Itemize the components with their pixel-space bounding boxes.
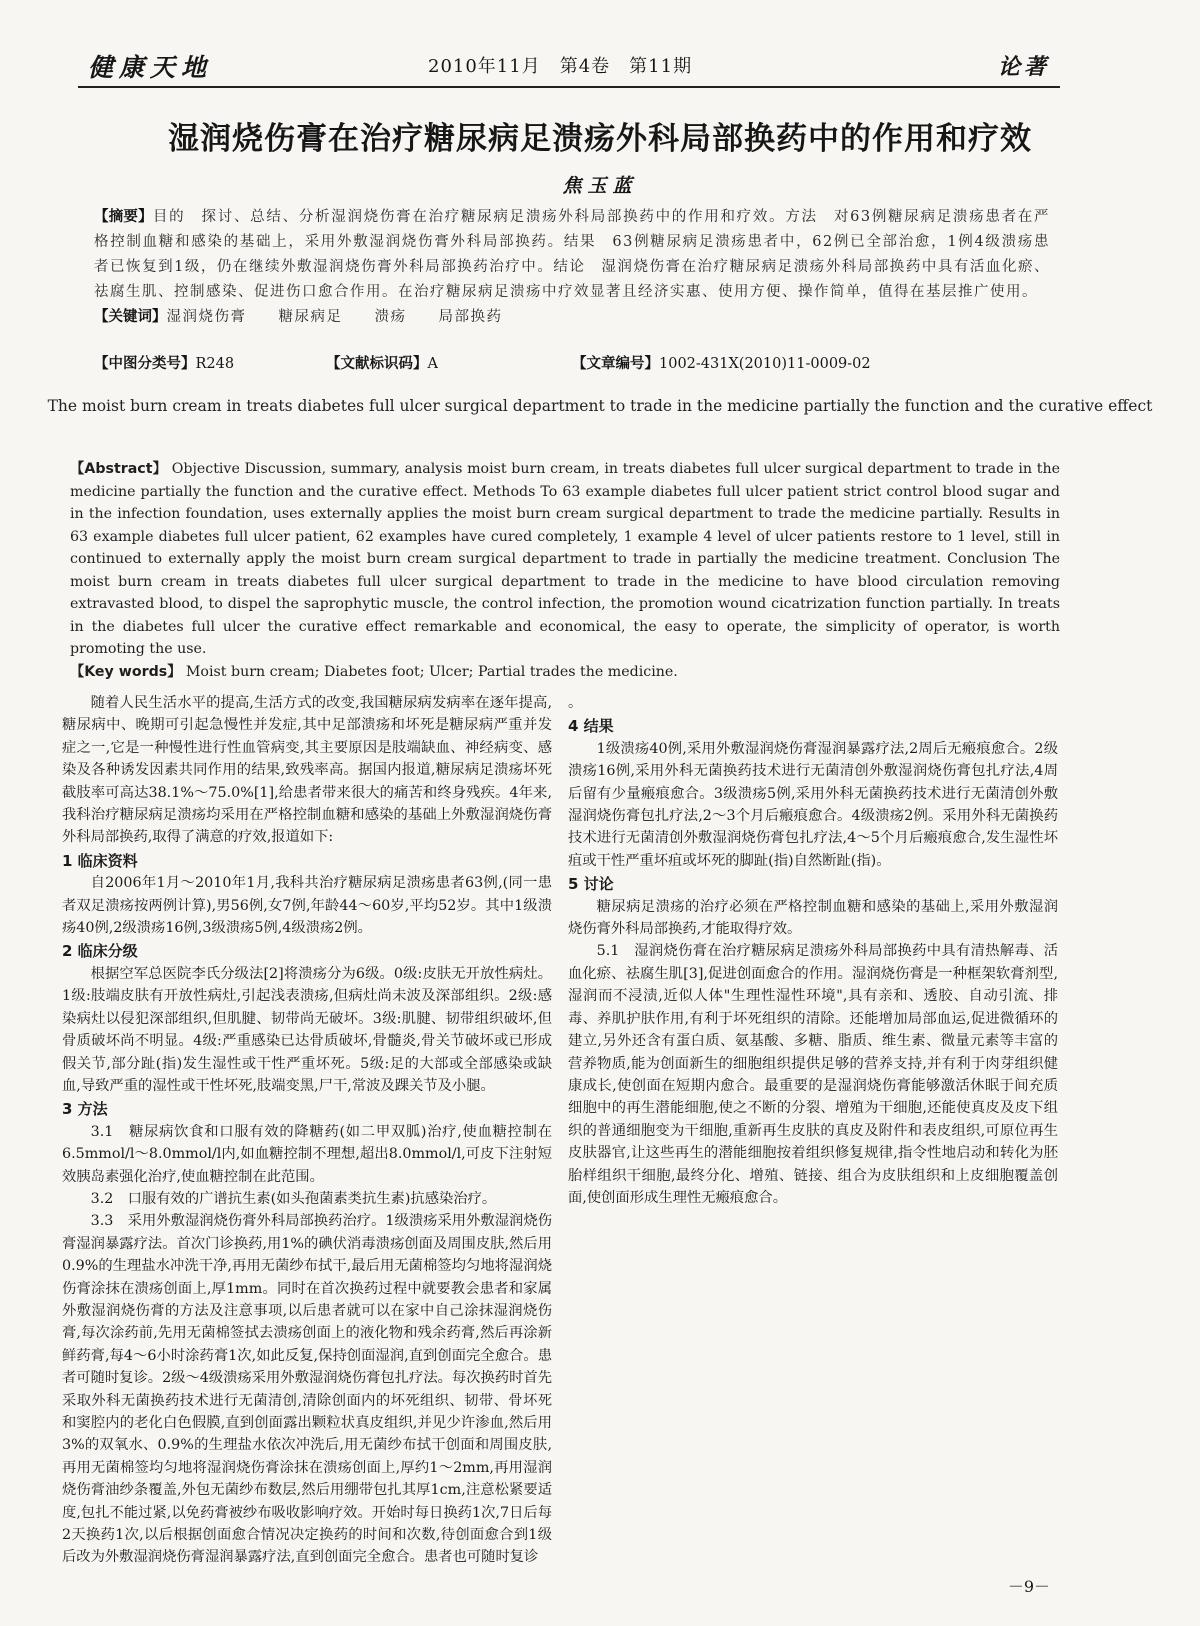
english-keywords-paragraph bbox=[70, 661, 1060, 684]
discussion-paragraph: 糖尿病足溃疡的治疗必须在严格控制血糖和感染的基础上,采用外敷湿润烧伤膏外科局部换药,才能取得疗效。 bbox=[568, 898, 1058, 938]
english-abstract bbox=[70, 458, 1060, 683]
clinical-data-paragraph: 自2006年1月～2010年1月,我科共治疗糖尿病足溃疡患者63例,(同一患者双足溃疡按两例计算),男56例,女7例,年龄44～60岁,平均52岁。其中1级溃疡40例,2级溃疡16例,3级溃疡5例,4级溃疡2例。 bbox=[62, 875, 552, 937]
method-paragraph-3-continued: 。 bbox=[568, 695, 583, 711]
issue-info: 2010年11月 第4卷 第11期 bbox=[428, 56, 693, 77]
english-abstract-label: 【Abstract】 bbox=[70, 461, 168, 477]
page-number: －9－ bbox=[1007, 1577, 1050, 1596]
body-columns bbox=[62, 692, 1122, 1572]
section-heading-5: 5 讨论 bbox=[568, 875, 614, 894]
english-keywords-text: Moist burn cream; Diabetes foot; Ulcer; Partial trades the medicine. bbox=[181, 663, 678, 680]
section-heading-2: 2 临床分级 bbox=[62, 942, 138, 961]
section-heading-4: 4 结果 bbox=[568, 717, 614, 736]
abstract-paragraph bbox=[94, 205, 1050, 305]
english-keywords-label: 【Key words】 bbox=[70, 663, 182, 680]
chinese-abstract bbox=[94, 205, 1050, 330]
article-number: 【文章编号】1002-431X(2010)11-0009-02 bbox=[572, 356, 871, 372]
english-abstract-text: Objective Discussion, summary, analysis moist burn cream, in treats diabetes full ulcer surgical department to trade in the medicine partially the function and the curative effect. Methods To 63 example diabetes full ulcer patient strict control blood sugar and in the infection foundation, uses externally applies the moist burn cream surgical department to trade the medicine partially. Results in 63 example diabetes full ulcer patient, 62 examples have cured completely, 1 example 4 level of ulcer patients restore to 1 level, still in continued to externally apply the moist burn cream surgical department to trade in partially the medicine treatment. Conclusion The moist burn cream in treats diabetes full ulcer surgical department to trade in the medicine to have blood circulation removing extravasted blood, to dispel the saprophytic muscle, the control infection, the promotion wound cicatrization function partially. In treats in the diabetes full ulcer the curative effect remarkable and economical, the easy to operate, the simplicity of operator, is worth promoting the use. bbox=[70, 461, 1060, 657]
grading-paragraph: 根据空军总医院李氏分级法[2]将溃疡分为6级。0级:皮肤无开放性病灶。1级:肢端皮肤有开放性病灶,引起浅表溃疡,但病灶尚未波及深部组织。2级:感染病灶以侵犯深部组织,但肌腱、韧带尚无破坏。3级:肌腱、韧带组织破坏,但骨质破坏尚不明显。4级:严重感染已达骨质破坏,骨髓炎,骨关节破坏或已形成假关节,部分趾(指)发生湿性或干性严重坏死。5级:足的大部或全部感染或缺血,导致严重的湿性或干性坏死,肢端变黑,尸干,常波及踝关节及小腿。 bbox=[62, 965, 552, 1094]
method-paragraph-1: 3.1 糖尿病饮食和口服有效的降糖药(如二甲双胍)治疗,使血糖控制在6.5mmol/l～8.0mmol/l内,如血糖控制不理想,超出8.0mmol/l,可皮下注射短效胰岛素强化治疗,使血糖控制在此范围。 bbox=[62, 1123, 552, 1185]
section-heading-1: 1 临床资料 bbox=[62, 851, 138, 870]
keywords-paragraph bbox=[94, 305, 1050, 330]
english-abstract-paragraph bbox=[70, 458, 1060, 661]
keywords-label: 【关键词】 bbox=[94, 309, 167, 325]
article-title: 湿润烧伤膏在治疗糖尿病足溃疡外科局部换药中的作用和疗效 bbox=[168, 121, 1032, 157]
keywords-text: 湿润烧伤膏 糖尿病足 溃疡 局部换药 bbox=[166, 309, 503, 325]
discussion-paragraph-5-1: 5.1 湿润烧伤膏在治疗糖尿病足溃疡外科局部换药中具有清热解毒、活血化瘀、祛腐生肌[3],促进创面愈合的作用。湿润烧伤膏是一种框架软膏剂型,湿润而不浸渍,近似人体"生理性湿性环境",具有亲和、透胶、自动引流、排毒、养肌护肤作用,有利于坏死组织的清除。还能增加局部血运,促进微循环的建立,另外还含有蛋白质、氨基酸、多糖、脂质、维生素、微量元素等丰富的营养物质,能为创面新生的细胞组织提供足够的营养支持,并有利于肉芽组织健康成长,使创面在短期内愈合。最重要的是湿润烧伤膏能够激活休眠于间充质细胞中的再生潜能细胞,使之不断的分裂、增殖为干细胞,还能使真皮及皮下组织的普通细胞变为干细胞,重新再生皮肤的真皮及附件和表皮组织,可原位再生皮肤器官,让这些再生的潜能细胞按着组织修复规律,指令性地启动和转化为胚胎样组织干细胞,最终分化、增殖、链接、组合为皮肤组织和上皮细胞覆盖创面,使创面形成生理性无瘢痕愈合。 bbox=[568, 943, 1058, 1206]
abstract-text: 目的 探讨、总结、分析湿润烧伤膏在治疗糖尿病足溃疡外科局部换药中的作用和疗效。方法 对63例糖尿病足溃疡患者在严格控制血糖和感染的基础上，采用外敷湿润烧伤膏外科局部换药。结果 63例糖尿病足溃疡患者中，62例已全部治愈，1例4级溃疡患者已恢复到1级，仍在继续外敷湿润烧伤膏外科局部换药治疗中。结论 湿润烧伤膏在治疗糖尿病足溃疡外科局部换药中具有活血化瘀、祛腐生肌、控制感染、促进伤口愈合作用。在治疗糖尿病足溃疡中疗效显著且经济实惠、使用方便、操作简单，值得在基层推广使用。 bbox=[94, 209, 1051, 300]
running-header bbox=[88, 48, 1050, 82]
right-column bbox=[568, 692, 1058, 1209]
clc-code: 【中图分类号】R248 bbox=[94, 356, 235, 372]
intro-paragraph: 随着人民生活水平的提高,生活方式的改变,我国糖尿病发病率在逐年提高,糖尿病中、晚期可引起急慢性并发症,其中足部溃疡和坏死是糖尿病严重并发症之一,它是一种慢性进行性血管病变,其主要原因是肢端缺血、神经病变、感染及各种诱发因素共同作用的结果,致残率高。据国内报道,糖尿病足溃疡坏死截肢率可高达38.1%～75.0%[1],给患者带来很大的痛苦和终身残疾。4年来,我科治疗糖尿病足溃疡均采用在严格控制血糖和感染的基础上外敷湿润烧伤膏外科局部换药,取得了满意的疗效,报道如下: bbox=[62, 695, 552, 846]
journal-name: 健康天地 bbox=[88, 53, 213, 82]
section-label: 论著 bbox=[997, 54, 1050, 80]
header-rule bbox=[78, 86, 1060, 88]
abstract-label: 【摘要】 bbox=[94, 209, 153, 225]
doc-code: 【文献标识码】A bbox=[326, 356, 438, 372]
results-paragraph: 1级溃疡40例,采用外敷湿润烧伤膏湿润暴露疗法,2周后无瘢痕愈合。2级溃疡16例,采用外科无菌换药技术进行无菌清创外敷湿润烧伤膏包扎疗法,4周后留有少量瘢痕愈合。3级溃疡5例,采用外科无菌换药技术进行无菌清创外敷湿润烧伤膏包扎疗法,2～3个月后瘢痕愈合。4级溃疡2例。采用外科无菌换药技术进行无菌清创外敷湿润烧伤膏包扎疗法,4～5个月后瘢痕愈合,发生湿性坏疽或干性严重坏疽或坏死的脚趾(指)自然断趾(指)。 bbox=[568, 740, 1058, 869]
english-title: The moist burn cream in treats diabetes full ulcer surgical department to trade in the medicine partially the function and the curative effect bbox=[47, 397, 1153, 415]
author-name: 焦玉蓝 bbox=[562, 175, 638, 197]
method-paragraph-3: 3.3 采用外敷湿润烧伤膏外科局部换药治疗。1级溃疡采用外敷湿润烧伤膏湿润暴露疗法。首次门诊换药,用1%的碘伏消毒溃疡创面及周围皮肤,然后用0.9%的生理盐水冲洗干净,再用无菌纱布拭干,最后用无菌棉签均匀地将湿润烧伤膏涂抹在溃疡创面上,厚1mm。同时在首次换药过程中就要教会患者和家属外敷湿润烧伤膏的方法及注意事项,以后患者就可以在家中自己涂抹湿润烧伤膏,每次涂药前,先用无菌棉签拭去溃疡创面上的液化物和残余药膏,然后再涂新鲜药膏,每4～6小时涂药膏1次,如此反复,保持创面湿润,直到创面完全愈合。患者可随时复诊。2级～4级溃疡采用外敷湿润烧伤膏包扎疗法。每次换药时首先采取外科无菌换药技术进行无菌清创,清除创面内的坏死组织、韧带、骨坏死和窦腔内的老化白色假膜,直到创面露出颗粒状真皮组织,并见少许渗血,然后用3%的双氧水、0.9%的生理盐水依次冲洗后,用无菌纱布拭干创面和周围皮肤,再用无菌棉签均匀地将湿润烧伤膏涂抹在溃疡创面上,厚约1～2mm,再用湿润烧伤膏油纱条覆盖,外包无菌纱布数层,然后用绷带包扎其厚1cm,注意松紧要适度,包扎不能过紧,以免药膏被纱布吸收影响疗效。开始时每日换药1次,7日后每2天换药1次,以后根据创面愈合情况决定换药的时间和次数,待创面愈合到1级后改为外敷湿润烧伤膏湿润暴露疗法,直到创面完全愈合。患者也可随时复诊 bbox=[62, 1213, 552, 1566]
left-column bbox=[62, 692, 552, 1569]
section-heading-3: 3 方法 bbox=[62, 1100, 108, 1119]
method-paragraph-2: 3.2 口服有效的广谱抗生素(如头孢菌素类抗生素)抗感染治疗。 bbox=[90, 1190, 497, 1207]
classification-line bbox=[94, 352, 1050, 376]
